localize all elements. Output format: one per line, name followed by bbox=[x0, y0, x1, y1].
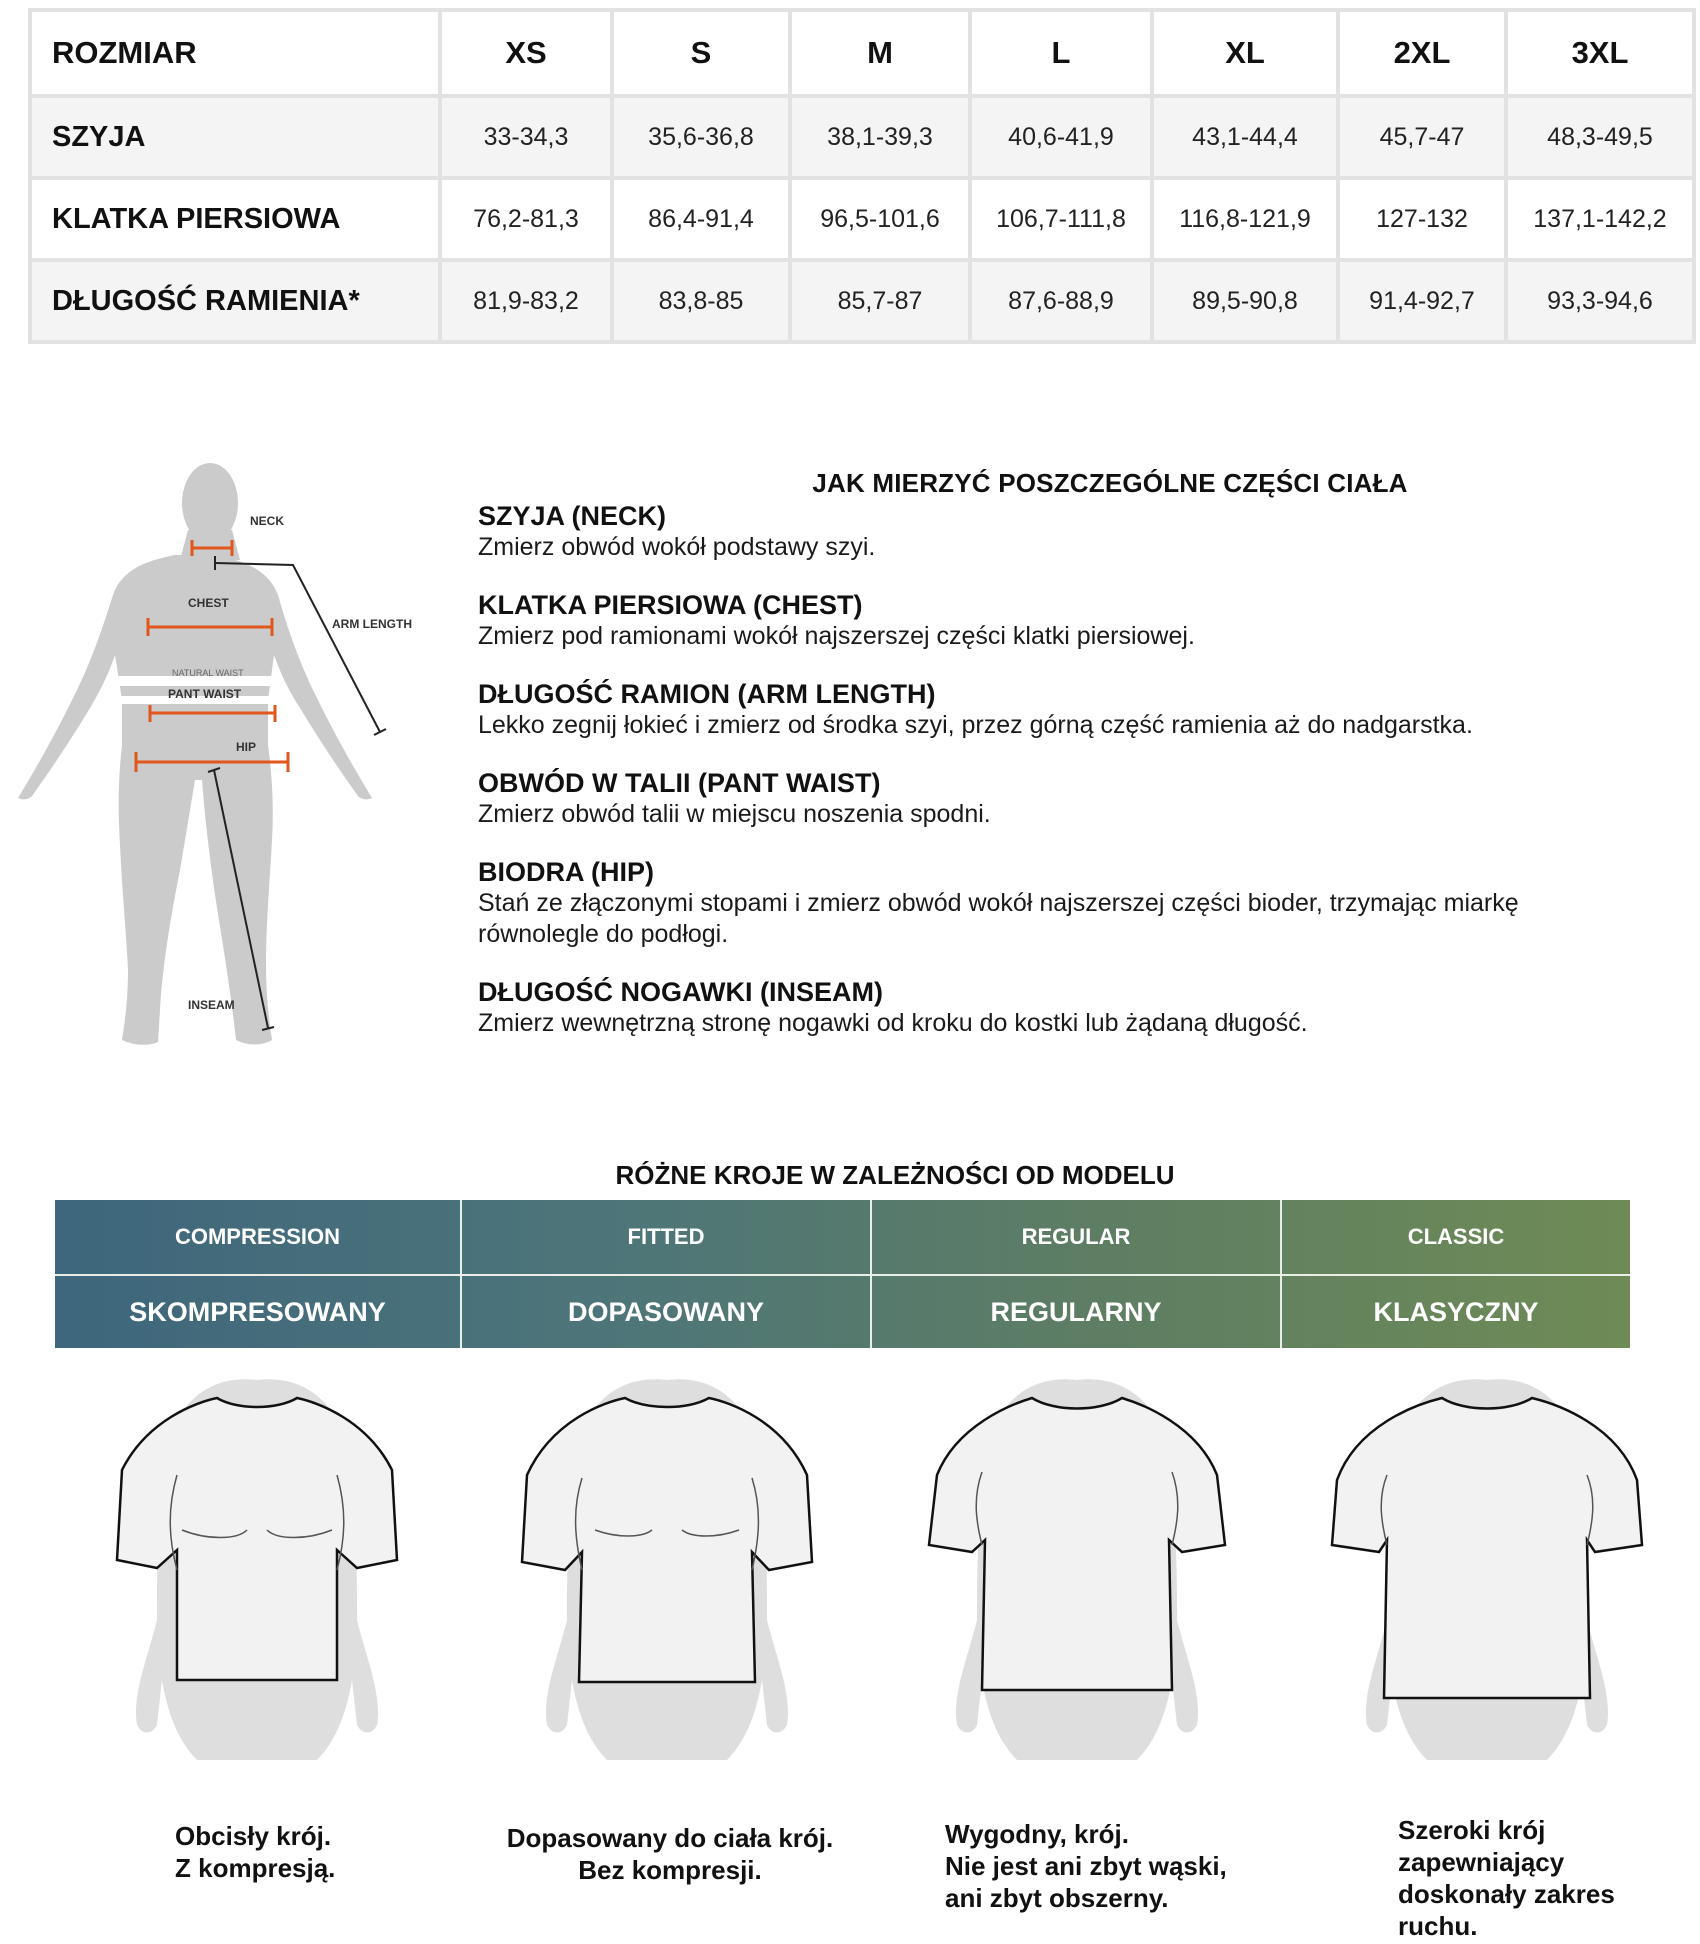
table-cell: 35,6-36,8 bbox=[612, 96, 790, 178]
table-cell: 48,3-49,5 bbox=[1506, 96, 1694, 178]
table-row bbox=[30, 260, 1694, 342]
size-header: S bbox=[612, 10, 790, 96]
fit-desc-line: Wygodny, krój. bbox=[945, 1819, 1129, 1849]
measure-title: JAK MIERZYĆ POSZCZEGÓLNE CZĘŚCI CIAŁA bbox=[812, 468, 1408, 498]
fit-en-label: COMPRESSION bbox=[55, 1200, 460, 1276]
fit-desc-line: ani zbyt obszerny. bbox=[945, 1883, 1169, 1913]
fit-table bbox=[55, 1200, 1630, 1348]
table-cell: 89,5-90,8 bbox=[1152, 260, 1338, 342]
table-cell: 127-132 bbox=[1338, 178, 1506, 260]
table-cell: 91,4-92,7 bbox=[1338, 260, 1506, 342]
measure-item-desc: Zmierz pod ramionami wokół najszerszej części klatki piersiowej. bbox=[478, 622, 1195, 650]
natural-waist-label: NATURAL WAIST bbox=[172, 668, 244, 678]
inseam-label: INSEAM bbox=[188, 998, 235, 1012]
measure-item-title: OBWÓD W TALII (PANT WAIST) bbox=[478, 768, 881, 798]
regular-shirt-illustration bbox=[929, 1379, 1225, 1760]
table-cell: 93,3-94,6 bbox=[1506, 260, 1694, 342]
measure-item-title: SZYJA (NECK) bbox=[478, 501, 667, 531]
size-header: M bbox=[790, 10, 970, 96]
table-cell: 83,8-85 bbox=[612, 260, 790, 342]
table-cell: 33-34,3 bbox=[440, 96, 612, 178]
row-label: SZYJA bbox=[30, 96, 440, 178]
arm-length-label: ARM LENGTH bbox=[332, 617, 412, 631]
fit-desc-line: Szeroki krój bbox=[1398, 1815, 1546, 1845]
fit-desc-compression bbox=[175, 1820, 335, 1884]
fit-pl-label: REGULARNY bbox=[990, 1297, 1162, 1327]
body-silhouette bbox=[18, 463, 372, 1045]
table-cell: 116,8-121,9 bbox=[1152, 178, 1338, 260]
row-label: KLATKA PIERSIOWA bbox=[30, 178, 440, 260]
size-header: XL bbox=[1152, 10, 1338, 96]
fits-title: RÓŻNE KROJE W ZALEŻNOŚCI OD MODELU bbox=[615, 1160, 1175, 1190]
fit-desc-line: zapewniający bbox=[1398, 1847, 1565, 1877]
table-cell: 106,7-111,8 bbox=[970, 178, 1152, 260]
measure-item-title: BIODRA (HIP) bbox=[478, 857, 654, 887]
table-cell: 43,1-44,4 bbox=[1152, 96, 1338, 178]
row-label: DŁUGOŚĆ RAMIENIA* bbox=[30, 260, 440, 342]
fit-desc-line: doskonały zakres bbox=[1398, 1879, 1615, 1909]
fitted-shirt-illustration bbox=[522, 1379, 812, 1760]
table-cell: 137,1-142,2 bbox=[1506, 178, 1694, 260]
hip-label: HIP bbox=[236, 740, 257, 754]
table-cell: 38,1-39,3 bbox=[790, 96, 970, 178]
classic-shirt-illustration bbox=[1332, 1379, 1642, 1760]
size-table bbox=[28, 8, 1696, 344]
measure-item-hip bbox=[478, 856, 1658, 950]
fit-desc-line: Bez kompresji. bbox=[578, 1855, 762, 1885]
measure-item-inseam bbox=[478, 976, 1658, 1039]
size-header: 2XL bbox=[1338, 10, 1506, 96]
measure-item-title: DŁUGOŚĆ NOGAWKI (INSEAM) bbox=[478, 977, 883, 1007]
measure-item-pant-waist bbox=[478, 767, 1658, 830]
fit-column-classic bbox=[1282, 1200, 1630, 1348]
fit-desc-line: Nie jest ani zbyt wąski, bbox=[945, 1851, 1227, 1881]
size-header-row bbox=[30, 10, 1694, 96]
measure-list bbox=[478, 500, 1658, 1065]
fit-en-label: REGULAR bbox=[872, 1200, 1280, 1276]
body-measurement-figure bbox=[10, 450, 430, 1065]
measure-item-chest bbox=[478, 589, 1658, 652]
fit-en-label: FITTED bbox=[462, 1200, 870, 1276]
size-corner-label: ROZMIAR bbox=[30, 10, 440, 96]
fit-en-label: CLASSIC bbox=[1282, 1200, 1630, 1276]
fit-desc-line: ruchu. bbox=[1398, 1911, 1478, 1941]
fit-column-fitted bbox=[462, 1200, 872, 1348]
fit-column-compression bbox=[55, 1200, 462, 1348]
fit-desc-line: Dopasowany do ciała krój. bbox=[506, 1823, 834, 1853]
table-row bbox=[30, 178, 1694, 260]
size-header: L bbox=[970, 10, 1152, 96]
measure-item-desc: Zmierz wewnętrzną stronę nogawki od kroku do kostki lub żądaną długość. bbox=[478, 1009, 1308, 1037]
measure-item-desc: Zmierz obwód wokół podstawy szyi. bbox=[478, 533, 876, 561]
table-cell: 40,6-41,9 bbox=[970, 96, 1152, 178]
fit-illustrations bbox=[0, 1370, 1700, 1810]
table-cell: 96,5-101,6 bbox=[790, 178, 970, 260]
fit-desc-line: Obcisły krój. bbox=[175, 1821, 332, 1851]
measure-item-neck bbox=[478, 500, 1658, 563]
table-cell: 45,7-47 bbox=[1338, 96, 1506, 178]
fit-column-regular bbox=[872, 1200, 1282, 1348]
fit-pl-label: KLASYCZNY bbox=[1373, 1297, 1539, 1327]
table-cell: 76,2-81,3 bbox=[440, 178, 612, 260]
measure-item-title: DŁUGOŚĆ RAMION (ARM LENGTH) bbox=[478, 679, 936, 709]
table-cell: 87,6-88,9 bbox=[970, 260, 1152, 342]
fit-desc-line: Z kompresją. bbox=[175, 1853, 336, 1883]
table-cell: 81,9-83,2 bbox=[440, 260, 612, 342]
fit-desc-regular bbox=[945, 1818, 1227, 1914]
pant-waist-label: PANT WAIST bbox=[168, 687, 242, 701]
neck-label: NECK bbox=[250, 514, 285, 528]
size-header: 3XL bbox=[1506, 10, 1694, 96]
fit-pl-label: SKOMPRESOWANY bbox=[129, 1297, 386, 1327]
measure-item-arm-length bbox=[478, 678, 1658, 741]
measure-item-title: KLATKA PIERSIOWA (CHEST) bbox=[478, 590, 863, 620]
measure-item-desc: Lekko zegnij łokieć i zmierz od środka szyi, przez górną część ramienia aż do nadgarstka. bbox=[478, 711, 1473, 739]
table-cell: 86,4-91,4 bbox=[612, 178, 790, 260]
fit-pl-label: DOPASOWANY bbox=[567, 1297, 764, 1327]
size-header: XS bbox=[440, 10, 612, 96]
table-cell: 85,7-87 bbox=[790, 260, 970, 342]
chest-label: CHEST bbox=[188, 596, 229, 610]
table-row bbox=[30, 96, 1694, 178]
measure-item-desc: Zmierz obwód talii w miejscu noszenia spodni. bbox=[478, 800, 991, 828]
measure-item-desc: Stań ze złączonymi stopami i zmierz obwód wokół najszerszej części bioder, trzymając miarkę równolegle do podłogi. bbox=[478, 889, 1519, 948]
compression-shirt-illustration bbox=[117, 1379, 397, 1760]
fit-desc-fitted bbox=[490, 1822, 850, 1886]
fit-desc-classic bbox=[1398, 1814, 1615, 1942]
